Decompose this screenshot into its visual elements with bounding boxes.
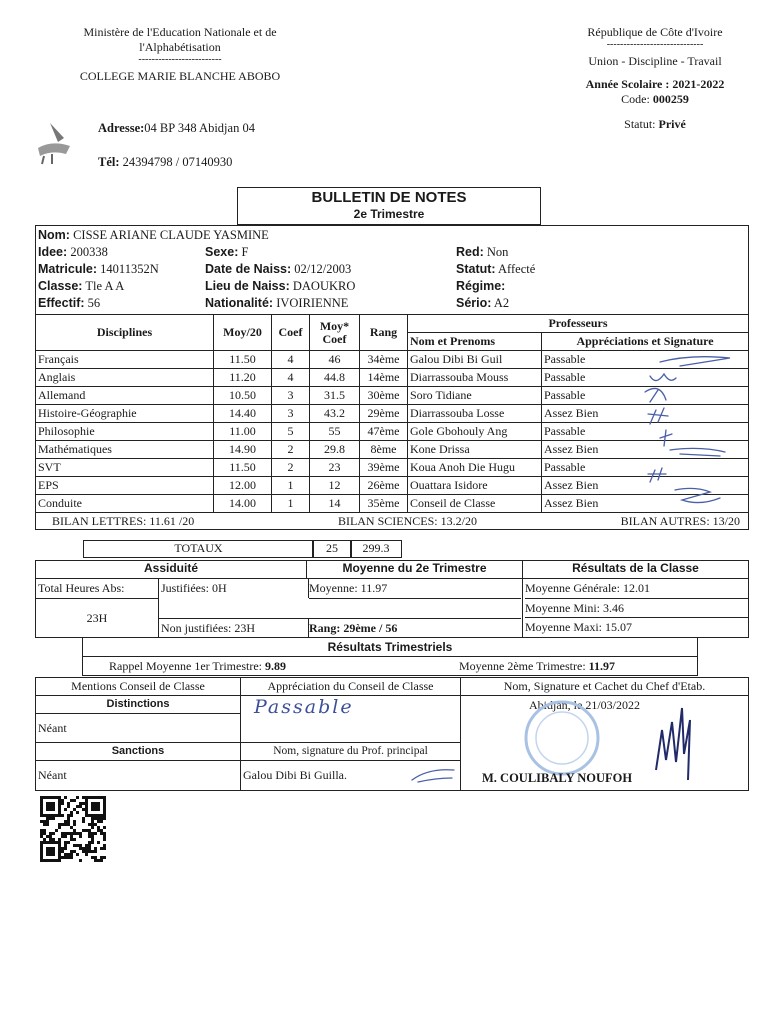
separator: ----------------------------- [606, 39, 704, 50]
discipline-cell: Conduite [36, 495, 214, 513]
label: Classe: [38, 279, 83, 293]
totaux-label: TOTAUX [83, 540, 314, 558]
moy-cell: 14.00 [214, 495, 272, 513]
label: Matricule: [38, 262, 98, 276]
label: Nom: [38, 228, 70, 242]
distinctions-value: Néant [38, 721, 67, 735]
address-value: 04 BP 348 Abidjan 04 [144, 121, 255, 135]
discipline-cell: Philosophie [36, 423, 214, 441]
col-moy: Moy/20 [214, 315, 272, 351]
rang-cell: 26ème [360, 477, 408, 495]
trimestriels-title: Résultats Trimestriels [83, 638, 697, 657]
coef-cell: 2 [272, 441, 310, 459]
col-moy-coef: Moy* Coef [310, 315, 360, 351]
moy-cell: 11.20 [214, 369, 272, 387]
director-signature [648, 700, 698, 784]
rang-cell: 8ème [360, 441, 408, 459]
moyenne-2e-trimestre [459, 657, 615, 675]
red-value: Non [486, 245, 509, 259]
appreciation-cell: Assez Bien [542, 495, 749, 513]
country-name: République de Côte d'Ivoire [587, 25, 723, 39]
republic-header [555, 25, 755, 132]
school-year-label: Année Scolaire : [585, 77, 670, 91]
assiduite-title: Assiduité [36, 561, 307, 579]
col-prof-nom: Nom et Prenoms [408, 333, 542, 351]
prof-cell: Gole Gbohouly Ang [408, 423, 542, 441]
rang-cell: 39ème [360, 459, 408, 477]
summary-block [35, 560, 749, 638]
totaux-coef: 25 [312, 540, 352, 558]
effectif-value: 56 [87, 296, 101, 310]
distinctions-label: Distinctions [36, 696, 241, 714]
bilan-lettres: BILAN LETTRES: 11.61 /20 [52, 513, 195, 528]
chef-name: M. COULIBALY NOUFOH [482, 771, 633, 785]
effectif-row [38, 295, 100, 312]
birth-place-value: DAOUKRO [292, 279, 356, 293]
code-value: 000259 [652, 92, 689, 106]
moy-coef-cell: 43.2 [310, 405, 360, 423]
label: Effectif: [38, 296, 85, 310]
label: Sexe: [205, 245, 239, 259]
report-subtitle: 2e Trimestre [353, 207, 425, 221]
label: Lieu de Naiss: [205, 279, 290, 293]
ministry-line-1: Ministère de l'Education Nationale et de [83, 25, 277, 39]
moy-coef-cell: 31.5 [310, 387, 360, 405]
idee-value: 200338 [70, 245, 108, 259]
appreciation-cell: Passable [542, 423, 749, 441]
discipline-cell: Histoire-Géographie [36, 405, 214, 423]
label: Red: [456, 245, 484, 259]
status-label: Statut: [624, 117, 656, 131]
rang-cell: 30ème [360, 387, 408, 405]
moy-cell: 11.50 [214, 459, 272, 477]
birth-date-value: 02/12/2003 [294, 262, 352, 276]
classe-value: Tle A A [85, 279, 125, 293]
conseil-block [35, 677, 749, 791]
rang-cell: 14ème [360, 369, 408, 387]
rappel-value: 9.89 [264, 659, 286, 673]
rang-cell: 29ème [360, 405, 408, 423]
coef-cell: 1 [272, 495, 310, 513]
discipline-cell: EPS [36, 477, 214, 495]
address-label: Adresse: [98, 121, 145, 135]
student-name: CISSE ARIANE CLAUDE YASMINE [73, 228, 269, 242]
idee-row [38, 244, 108, 261]
col-appreciations: Appréciations et Signature [542, 333, 749, 351]
birth-place-row [205, 278, 355, 295]
resultats-classe-title: Résultats de la Classe [523, 561, 748, 579]
rang-cell: 47ème [360, 423, 408, 441]
school-code [555, 92, 755, 107]
rang-cell: 34ème [360, 351, 408, 369]
separator: ------------------------- [138, 54, 222, 65]
classe-row [38, 278, 124, 295]
appreciation-cell: Passable [542, 351, 749, 369]
label: Idee: [38, 245, 68, 259]
phone-line [98, 155, 232, 170]
discipline-cell: Français [36, 351, 214, 369]
school-status [555, 117, 755, 132]
moyenne-title: Moyenne du 2e Trimestre [307, 561, 523, 579]
moy-coef-cell: 46 [310, 351, 360, 369]
coef-cell: 4 [272, 351, 310, 369]
col-disciplines: Disciplines [36, 315, 214, 351]
justifiees: Justifiées: 0H [159, 579, 309, 598]
sexe-value: F [241, 245, 249, 259]
col-professeurs: Professeurs [408, 315, 749, 333]
report-title: BULLETIN DE NOTES [311, 189, 467, 206]
discipline-cell: Allemand [36, 387, 214, 405]
moyenne-value: Moyenne: 11.97 [309, 579, 521, 599]
label: Date de Naiss: [205, 262, 292, 276]
sexe-row [205, 244, 248, 261]
statut-row [456, 261, 535, 278]
discipline-cell: Anglais [36, 369, 214, 387]
serie-row [456, 295, 509, 312]
moyenne-generale: Moyenne Générale: 12.01 [525, 579, 748, 599]
discipline-cell: Mathématiques [36, 441, 214, 459]
prof-cell: Conseil de Classe [408, 495, 542, 513]
totaux-moy-coef: 299.3 [350, 540, 402, 558]
statut-value: Affecté [498, 262, 536, 276]
coef-cell: 5 [272, 423, 310, 441]
moy-coef-cell: 29.8 [310, 441, 360, 459]
col-coef: Coef [272, 315, 310, 351]
mentions-title: Mentions Conseil de Classe [36, 678, 241, 696]
red-row [456, 244, 508, 261]
sanctions-value: Néant [38, 768, 67, 782]
prof-cell: Kone Drissa [408, 441, 542, 459]
rang-value: Rang: 29ème / 56 [309, 618, 521, 638]
appreciation-cell: Assez Bien [542, 405, 749, 423]
prof-signature [408, 764, 458, 786]
rappel-moyenne [109, 657, 286, 675]
appreciation-cell: Assez Bien [542, 441, 749, 459]
label: Statut: [456, 262, 496, 276]
serie-value: A2 [493, 296, 510, 310]
motto: Union - Discipline - Travail [588, 54, 722, 68]
discipline-cell: SVT [36, 459, 214, 477]
appreciation-title: Appréciation du Conseil de Classe [241, 678, 461, 696]
coef-cell: 3 [272, 405, 310, 423]
moy-coef-cell: 23 [310, 459, 360, 477]
label: Sério: [456, 296, 492, 310]
school-year [555, 77, 755, 92]
moy-coef-cell: 44.8 [310, 369, 360, 387]
non-justifiees: Non justifiées: 23H [159, 618, 309, 638]
birth-date-row [205, 261, 351, 278]
address-line [98, 121, 255, 136]
moy-coef-cell: 12 [310, 477, 360, 495]
moy2-label: Moyenne 2ème Trimestre: [459, 659, 586, 673]
sanctions-label: Sanctions [36, 743, 241, 761]
label: Régime: [456, 279, 506, 293]
appreciation-cell: Assez Bien [542, 477, 749, 495]
student-name-row [38, 227, 269, 244]
appreciation-cell: Passable [542, 369, 749, 387]
moy2-value: 11.97 [588, 659, 615, 673]
moyenne-mini: Moyenne Mini: 3.46 [525, 599, 748, 618]
prof-cell: Koua Anoh Die Hugu [408, 459, 542, 477]
place-date: Abidjan, le 21/03/2022 [529, 698, 640, 712]
regime-row [456, 278, 505, 295]
divider [460, 696, 461, 790]
prof-cell: Ouattara Isidore [408, 477, 542, 495]
divider [522, 579, 523, 637]
school-year-value: 2021-2022 [672, 77, 725, 91]
phone-label: Tél: [98, 155, 120, 169]
chef-title: Nom, Signature et Cachet du Chef d'Etab. [461, 678, 748, 696]
coef-cell: 1 [272, 477, 310, 495]
moy-cell: 11.00 [214, 423, 272, 441]
total-abs-value: 23H [36, 599, 159, 637]
total-abs-label: Total Heures Abs: [36, 579, 159, 599]
phone-value: 24394798 / 07140930 [122, 155, 233, 169]
matricule-value: 14011352N [100, 262, 159, 276]
moyenne-maxi: Moyenne Maxi: 15.07 [525, 620, 632, 634]
school-logo-icon [30, 118, 78, 168]
prof-cell: Galou Dibi Bi Guil [408, 351, 542, 369]
teacher-signatures [620, 352, 740, 517]
bilan-autres: BILAN AUTRES: 13/20 [620, 513, 741, 528]
moy-coef-cell: 14 [310, 495, 360, 513]
prof-cell: Diarrassouba Mouss [408, 369, 542, 387]
ministry-line-2: l'Alphabétisation [139, 40, 221, 54]
appreciation-cell: Passable [542, 459, 749, 477]
label: Nationalité: [205, 296, 274, 310]
nationality-row [205, 295, 348, 312]
status-value: Privé [658, 117, 686, 131]
student-info-box [35, 225, 749, 315]
moy-cell: 14.40 [214, 405, 272, 423]
school-name: COLLEGE MARIE BLANCHE ABOBO [79, 69, 281, 83]
appreciation-cell: Passable [542, 387, 749, 405]
rappel-label: Rappel Moyenne 1er Trimestre: [109, 659, 262, 673]
matricule-row [38, 261, 159, 278]
report-title-box [237, 187, 541, 225]
moy-coef-cell: 55 [310, 423, 360, 441]
bilan-sciences: BILAN SCIENCES: 13.2/20 [337, 513, 477, 528]
moy-cell: 11.50 [214, 351, 272, 369]
moy-cell: 12.00 [214, 477, 272, 495]
moy-cell: 14.90 [214, 441, 272, 459]
school-stamp [522, 698, 602, 778]
prof-cell: Diarrassouba Losse [408, 405, 542, 423]
prof-principal-label: Nom, signature du Prof. principal [241, 743, 460, 761]
col-rang: Rang [360, 315, 408, 351]
resultats-trimestriels [82, 637, 698, 676]
coef-cell: 4 [272, 369, 310, 387]
prof-cell: Soro Tidiane [408, 387, 542, 405]
moy-cell: 10.50 [214, 387, 272, 405]
ministry-header [40, 25, 320, 84]
qr-code-icon [40, 796, 110, 862]
code-label: Code: [621, 92, 650, 106]
coef-cell: 3 [272, 387, 310, 405]
handwritten-appreciation: Passable [254, 696, 354, 718]
prof-principal-name: Galou Dibi Bi Guilla. [243, 768, 347, 782]
rang-cell: 35ème [360, 495, 408, 513]
coef-cell: 2 [272, 459, 310, 477]
totaux-row [35, 540, 748, 557]
nationality-value: IVOIRIENNE [276, 296, 349, 310]
